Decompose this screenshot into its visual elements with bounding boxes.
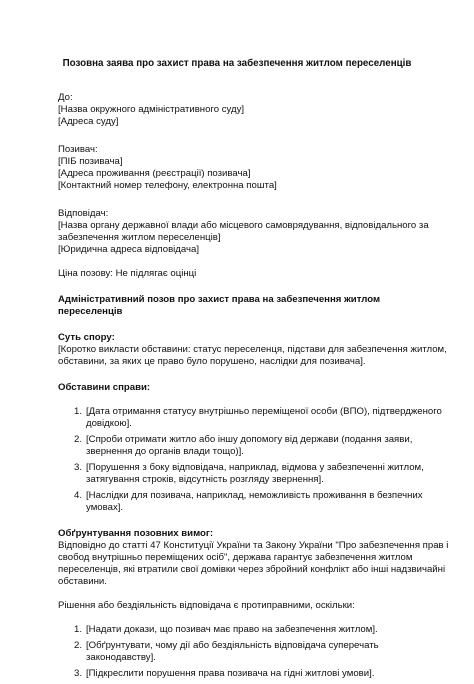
- list-item-text-line-2: умовах].: [86, 502, 124, 513]
- list-item-number: 3.: [74, 668, 83, 679]
- recipient-block: [58, 92, 420, 128]
- justification-text-line-1: Відповідно до статті 47 Конституції України та Закону України "Про забезпечення прав і: [58, 540, 449, 551]
- claim-price: Ціна позову: Не підлягає оцінці: [58, 268, 197, 279]
- spacer: [58, 368, 420, 382]
- list-item-text-line-2: звернення до органів влади тощо)].: [86, 446, 244, 457]
- defendant-name-placeholder-line-1: [Назва органу державної влади або місцевого самоврядування, відповідального за: [58, 220, 429, 231]
- list-item-number: 1.: [74, 624, 83, 635]
- list-item-number: 2.: [74, 640, 83, 651]
- recipient-label: До:: [58, 92, 73, 103]
- list-item: [58, 462, 424, 486]
- justification-heading: Обґрунтування позовних вимог:: [58, 528, 214, 539]
- justification-text-line-4: обставини.: [58, 576, 107, 587]
- dispute-section: [58, 332, 447, 368]
- document-content: [58, 92, 449, 684]
- dispute-heading: Суть спору:: [58, 332, 115, 343]
- list-item-text-line-2: законодавству].: [86, 652, 156, 663]
- list-item: [58, 490, 423, 514]
- list-item-number: 1.: [74, 406, 83, 417]
- spacer: [58, 394, 420, 406]
- document-title: Позовна заява про захист права на забезпечення житлом переселенців: [62, 58, 412, 69]
- spacer: [58, 318, 420, 332]
- list-item-text-line-1: [Спроби отримати житло або іншу допомогу від держави (подання заяви,: [86, 434, 413, 445]
- list-item-text-line-2: довідкою].: [86, 418, 132, 429]
- defendant-label: Відповідач:: [58, 208, 109, 219]
- justification-text-line-2: свобод внутрішньо переміщених осіб", держава гарантує забезпечення житлом: [58, 552, 413, 563]
- claim-heading: Адміністративний позов про захист права на забезпечення житлом переселенців: [58, 294, 381, 317]
- spacer: [58, 518, 420, 528]
- spacer: [58, 588, 420, 600]
- list-item-text-line-1: [Наслідки для позивача, наприклад, неможливість проживання в безпечних: [86, 490, 423, 501]
- court-address-placeholder: [Адреса суду]: [58, 116, 119, 127]
- list-item-text-line-1: [Підкреслити порушення права позивача на гідні житлові умови].: [86, 668, 375, 679]
- justification-section: [58, 528, 449, 680]
- defendant-name-placeholder-line-2: забезпечення житлом переселенців]: [58, 232, 221, 243]
- dispute-text-line-1: [Коротко викласти обставини: статус переселенця, підстави для забезпечення житлом,: [58, 344, 447, 355]
- court-name-placeholder: [Назва окружного адміністративного суду]: [58, 104, 245, 115]
- plaintiff-name-placeholder: [ПІБ позивача]: [58, 156, 123, 167]
- unlawful-reasons-list: [58, 624, 420, 680]
- plaintiff-contact-placeholder: [Контактний номер телефону, електронна пошта]: [58, 180, 277, 191]
- spacer: [58, 612, 420, 624]
- circumstances-heading: Обставини справи:: [58, 382, 151, 393]
- list-item: [58, 406, 442, 430]
- list-item-text-line-1: [Порушення з боку відповідача, наприклад, відмова у забезпеченні житлом,: [86, 462, 424, 473]
- list-item: [58, 624, 420, 636]
- defendant-address-placeholder: [Юридична адреса відповідача]: [58, 244, 200, 255]
- list-item-text-line-1: [Обґрунтувати, чому дії або бездіяльність відповідача суперечать: [86, 640, 379, 651]
- circumstances-list: [58, 406, 442, 514]
- defendant-block: [58, 208, 429, 256]
- spacer: [58, 128, 420, 144]
- list-item-number: 3.: [74, 462, 83, 473]
- circumstances-section: [58, 382, 442, 514]
- list-item-number: 4.: [74, 490, 83, 501]
- list-item-text-line-1: [Дата отримання статусу внутрішньо переміщеної особи (ВПО), підтвердженого: [86, 406, 442, 417]
- justification-text-line-3: переселенців, які втратили свої домівки через збройний конфлікт або інші надзвичайні: [58, 564, 446, 575]
- unlawful-intro: Рішення або бездіяльність відповідача є протиправними, оскільки:: [58, 600, 355, 611]
- spacer: [58, 256, 420, 268]
- dispute-text-line-2: обставини, за яких це право було порушено, наслідки для позивача].: [58, 356, 366, 367]
- spacer: [58, 192, 420, 208]
- list-item: [58, 434, 420, 458]
- list-item: [58, 640, 420, 664]
- list-item-text-line-2: затягування строків, відсутність розгляду звернення].: [86, 474, 324, 485]
- list-item-number: 2.: [74, 434, 83, 445]
- list-item-text-line-1: [Надати докази, що позивач має право на забезпечення житлом].: [86, 624, 378, 635]
- spacer: [58, 280, 420, 294]
- plaintiff-label: Позивач:: [58, 144, 98, 155]
- plaintiff-block: [58, 144, 420, 192]
- plaintiff-address-placeholder: [Адреса проживання (реєстрації) позивача]: [58, 168, 251, 179]
